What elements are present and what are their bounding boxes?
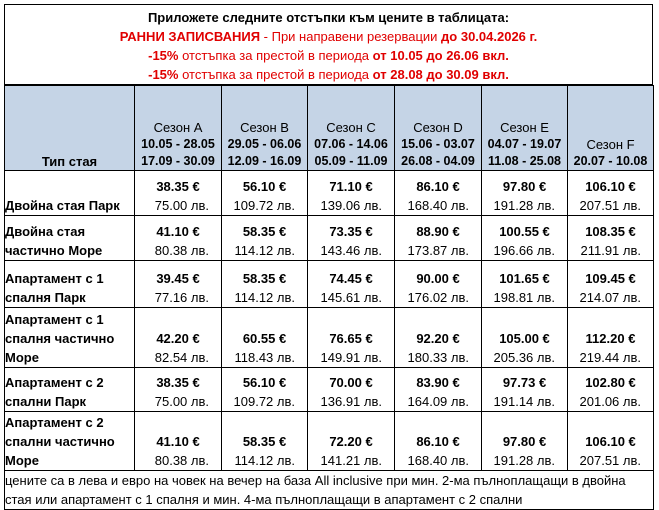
early-booking-line: РАННИ ЗАПИСВАНИЯ - При направени резервации до 30.04.2026 г. bbox=[119, 29, 538, 44]
room-type-cell: Апартамент с 1 спалня Парк bbox=[5, 261, 135, 308]
price-table bbox=[4, 85, 654, 510]
price-lev: 77.16 лв. bbox=[154, 290, 209, 305]
season-header: Сезон А 10.05 - 28.05 17.09 - 30.09 bbox=[135, 86, 222, 171]
price-eur: 38.35 € bbox=[156, 375, 200, 390]
price-cell bbox=[222, 368, 308, 412]
price-lev: 109.72 лв. bbox=[233, 198, 295, 213]
discount-line-2: -15% отстъпка за престой в периода от 28.08 до 30.09 вкл. bbox=[148, 67, 509, 82]
price-lev: 136.91 лв. bbox=[320, 394, 382, 409]
price-eur: 97.80 € bbox=[502, 179, 547, 194]
price-lev: 149.91 лв. bbox=[320, 350, 382, 365]
price-eur: 88.90 € bbox=[416, 224, 460, 239]
price-lev: 173.87 лв. bbox=[407, 243, 469, 258]
price-lev: 75.00 лв. bbox=[154, 394, 209, 409]
room-type-header: Тип стая bbox=[5, 86, 135, 171]
room-type-cell: Апартамент с 2 спални Парк bbox=[5, 368, 135, 412]
price-eur: 74.45 € bbox=[329, 271, 373, 286]
price-cell bbox=[308, 412, 395, 471]
price-note: цените са в лева и евро на човек на вечер на база All inclusive при мин. 2-ма пълноплащащи в двойна стая или апартамент с 1 спалня и мин. 4-ма пълноплащащи в апартамент с 2 спални bbox=[5, 471, 654, 510]
price-eur: 72.20 € bbox=[329, 434, 373, 449]
discount-banner bbox=[4, 4, 653, 85]
price-eur: 70.00 € bbox=[329, 375, 373, 390]
price-eur: 76.65 € bbox=[329, 331, 373, 346]
price-cell bbox=[222, 171, 308, 216]
price-lev: 219.44 лв. bbox=[579, 350, 641, 365]
price-eur: 56.10 € bbox=[242, 179, 287, 194]
price-lev: 196.66 лв. bbox=[493, 243, 555, 258]
price-cell bbox=[482, 412, 568, 471]
price-eur: 108.35 € bbox=[585, 224, 636, 239]
price-cell bbox=[482, 308, 568, 368]
price-eur: 97.73 € bbox=[502, 375, 547, 390]
price-eur: 106.10 € bbox=[585, 434, 636, 449]
price-eur: 39.45 € bbox=[156, 271, 200, 286]
price-lev: 109.72 лв. bbox=[233, 394, 295, 409]
price-cell bbox=[568, 216, 654, 261]
season-header: Сезон E 04.07 - 19.07 11.08 - 25.08 bbox=[482, 86, 568, 171]
price-cell bbox=[135, 216, 222, 261]
price-eur: 58.35 € bbox=[242, 271, 287, 286]
price-cell bbox=[135, 261, 222, 308]
price-lev: 114.12 лв. bbox=[234, 290, 295, 305]
room-type-cell: Двойна стая Парк bbox=[5, 171, 135, 216]
price-eur: 71.10 € bbox=[329, 179, 373, 194]
price-lev: 168.40 лв. bbox=[407, 453, 469, 468]
price-lev: 164.09 лв. bbox=[407, 394, 469, 409]
price-cell bbox=[568, 412, 654, 471]
price-cell bbox=[482, 216, 568, 261]
price-eur: 58.35 € bbox=[242, 224, 287, 239]
price-lev: 145.61 лв. bbox=[320, 290, 382, 305]
price-eur: 38.35 € bbox=[156, 179, 200, 194]
price-lev: 214.07 лв. bbox=[579, 290, 641, 305]
price-cell bbox=[568, 261, 654, 308]
note-row bbox=[5, 471, 654, 510]
price-cell bbox=[395, 261, 482, 308]
price-rows bbox=[5, 171, 654, 471]
banner-title: Приложете следните отстъпки към цените в таблицата: bbox=[147, 10, 510, 25]
price-lev: 75.00 лв. bbox=[154, 198, 209, 213]
price-eur: 105.00 € bbox=[499, 331, 550, 346]
price-cell bbox=[222, 216, 308, 261]
price-cell bbox=[308, 368, 395, 412]
price-eur: 106.10 € bbox=[585, 179, 636, 194]
price-cell bbox=[222, 412, 308, 471]
price-eur: 73.35 € bbox=[329, 224, 373, 239]
price-eur: 101.65 € bbox=[499, 271, 550, 286]
price-cell bbox=[482, 261, 568, 308]
price-cell bbox=[395, 412, 482, 471]
price-cell bbox=[308, 261, 395, 308]
price-lev: 80.38 лв. bbox=[154, 243, 209, 258]
price-cell bbox=[308, 308, 395, 368]
price-cell bbox=[395, 216, 482, 261]
season-header: Сезон F 20.07 - 10.08 bbox=[568, 86, 654, 171]
room-type-cell: Двойна стая частично Море bbox=[5, 216, 135, 261]
price-lev: 191.14 лв. bbox=[493, 394, 555, 409]
price-lev: 168.40 лв. bbox=[407, 198, 469, 213]
room-type-cell: Апартамент с 2 спални частично Море bbox=[5, 412, 135, 471]
price-cell bbox=[135, 412, 222, 471]
price-eur: 90.00 € bbox=[416, 271, 460, 286]
price-lev: 143.46 лв. bbox=[320, 243, 382, 258]
season-header: Сезон D 15.06 - 03.07 26.08 - 04.09 bbox=[395, 86, 482, 171]
price-eur: 102.80 € bbox=[585, 375, 636, 390]
price-cell bbox=[308, 171, 395, 216]
header-row bbox=[5, 86, 654, 171]
price-eur: 60.55 € bbox=[242, 331, 287, 346]
price-lev: 207.51 лв. bbox=[579, 453, 641, 468]
price-eur: 86.10 € bbox=[416, 179, 460, 194]
table-row bbox=[5, 261, 654, 308]
price-lev: 191.28 лв. bbox=[493, 198, 555, 213]
price-eur: 112.20 € bbox=[585, 331, 636, 346]
price-eur: 97.80 € bbox=[502, 434, 547, 449]
price-lev: 205.36 лв. bbox=[493, 350, 555, 365]
price-eur: 56.10 € bbox=[242, 375, 287, 390]
price-cell bbox=[482, 368, 568, 412]
price-lev: 191.28 лв. bbox=[493, 453, 555, 468]
price-eur: 109.45 € bbox=[585, 271, 636, 286]
price-cell bbox=[222, 308, 308, 368]
season-header: Сезон C 07.06 - 14.06 05.09 - 11.09 bbox=[308, 86, 395, 171]
price-lev: 180.33 лв. bbox=[407, 350, 469, 365]
table-row bbox=[5, 412, 654, 471]
price-cell bbox=[568, 368, 654, 412]
price-eur: 58.35 € bbox=[242, 434, 287, 449]
price-lev: 114.12 лв. bbox=[234, 243, 295, 258]
price-eur: 83.90 € bbox=[416, 375, 460, 390]
price-lev: 139.06 лв. bbox=[320, 198, 382, 213]
discount-line-1: -15% отстъпка за престой в периода от 10.05 до 26.06 вкл. bbox=[148, 48, 509, 63]
price-cell bbox=[395, 368, 482, 412]
price-cell bbox=[308, 216, 395, 261]
season-header: Сезон B 29.05 - 06.06 12.09 - 16.09 bbox=[222, 86, 308, 171]
price-cell bbox=[482, 171, 568, 216]
table-row bbox=[5, 308, 654, 368]
price-eur: 41.10 € bbox=[156, 434, 200, 449]
price-cell bbox=[135, 308, 222, 368]
price-lev: 141.21 лв. bbox=[320, 453, 382, 468]
price-lev: 211.91 лв. bbox=[580, 243, 641, 258]
price-eur: 92.20 € bbox=[416, 331, 460, 346]
price-eur: 100.55 € bbox=[499, 224, 550, 239]
price-lev: 118.43 лв. bbox=[234, 350, 295, 365]
table-row bbox=[5, 171, 654, 216]
table-row bbox=[5, 216, 654, 261]
price-eur: 42.20 € bbox=[156, 331, 200, 346]
price-cell bbox=[395, 171, 482, 216]
price-cell bbox=[135, 368, 222, 412]
price-lev: 80.38 лв. bbox=[154, 453, 209, 468]
price-cell bbox=[395, 308, 482, 368]
price-lev: 207.51 лв. bbox=[579, 198, 641, 213]
price-cell bbox=[568, 171, 654, 216]
price-cell bbox=[222, 261, 308, 308]
price-cell bbox=[568, 308, 654, 368]
price-lev: 201.06 лв. bbox=[579, 394, 641, 409]
price-eur: 86.10 € bbox=[416, 434, 460, 449]
price-eur: 41.10 € bbox=[156, 224, 200, 239]
price-lev: 82.54 лв. bbox=[154, 350, 209, 365]
price-cell bbox=[135, 171, 222, 216]
price-lev: 114.12 лв. bbox=[234, 453, 295, 468]
price-lev: 198.81 лв. bbox=[493, 290, 555, 305]
table-row bbox=[5, 368, 654, 412]
room-type-cell: Апартамент с 1 спалня частично Море bbox=[5, 308, 135, 368]
price-lev: 176.02 лв. bbox=[407, 290, 469, 305]
